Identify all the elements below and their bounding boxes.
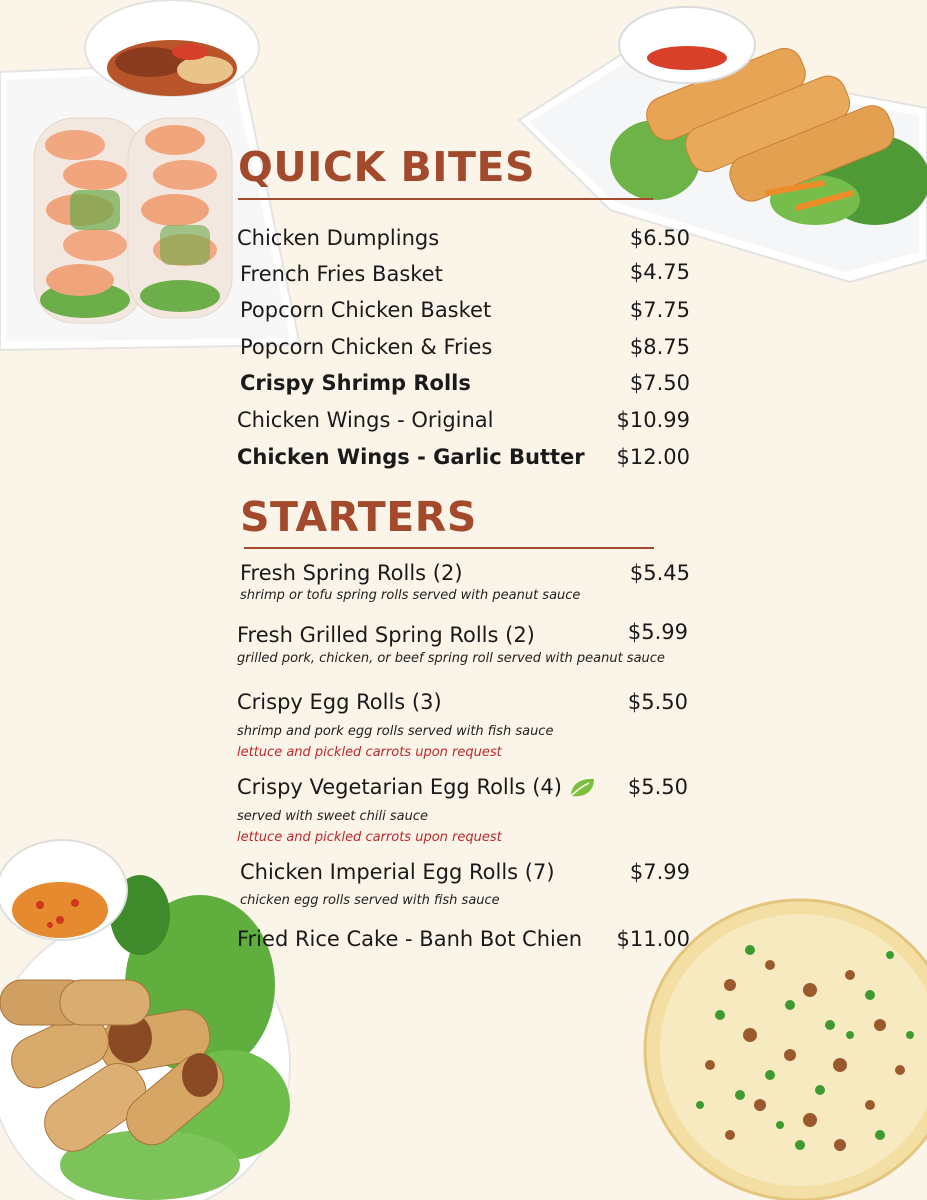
menu-item-description: grilled pork, chicken, or beef spring roll served with peanut sauce bbox=[237, 651, 665, 666]
menu-item-name: Chicken Wings - Garlic Butter bbox=[237, 445, 585, 469]
menu-item-name: Chicken Imperial Egg Rolls (7) bbox=[240, 860, 555, 884]
menu-item-description: chicken egg rolls served with fish sauce bbox=[240, 893, 500, 908]
menu-item-description: shrimp and pork egg rolls served with fish sauce bbox=[237, 724, 554, 739]
menu-item-note: lettuce and pickled carrots upon request bbox=[237, 830, 502, 845]
starters-heading: STARTERS bbox=[240, 493, 477, 541]
menu-item-price: $5.50 bbox=[627, 690, 688, 714]
menu-item-name: Crispy Shrimp Rolls bbox=[240, 371, 471, 395]
menu-item-price: $7.75 bbox=[629, 298, 690, 322]
menu-item-price: $6.50 bbox=[629, 226, 690, 250]
quick-bites-heading: QUICK BITES bbox=[238, 143, 536, 191]
menu-item-price: $7.99 bbox=[629, 860, 690, 884]
menu-item-name: Fresh Spring Rolls (2) bbox=[240, 561, 463, 585]
menu-item-name: Popcorn Chicken & Fries bbox=[240, 335, 493, 359]
menu-item-price: $12.00 bbox=[616, 445, 690, 469]
menu-item-price: $5.99 bbox=[627, 620, 688, 644]
menu-item-price: $8.75 bbox=[629, 335, 690, 359]
egg-rolls-plate-photo bbox=[515, 0, 927, 290]
menu-item-description: served with sweet chili sauce bbox=[237, 809, 429, 824]
menu-item-price: $7.50 bbox=[629, 371, 690, 395]
menu-item-price: $10.99 bbox=[616, 408, 690, 432]
menu-item-description: shrimp or tofu spring rolls served with peanut sauce bbox=[240, 588, 581, 603]
menu-item-price: $5.45 bbox=[629, 561, 690, 585]
starters-divider bbox=[244, 547, 654, 549]
fried-egg-rolls-photo bbox=[0, 835, 315, 1200]
menu-item-name: Fresh Grilled Spring Rolls (2) bbox=[237, 623, 535, 647]
menu-item-price: $11.00 bbox=[616, 927, 690, 951]
menu-item-name: Fried Rice Cake - Banh Bot Chien bbox=[237, 927, 583, 951]
quick-bites-divider bbox=[238, 198, 653, 200]
menu-item-price: $5.50 bbox=[627, 775, 688, 799]
menu-item-price: $4.75 bbox=[629, 260, 690, 284]
menu-item-name: Crispy Vegetarian Egg Rolls (4) bbox=[237, 775, 562, 799]
menu-item-name: French Fries Basket bbox=[240, 262, 443, 286]
menu-item-name: Chicken Dumplings bbox=[237, 226, 440, 250]
menu-item-name: Crispy Egg Rolls (3) bbox=[237, 690, 442, 714]
menu-item-name: Popcorn Chicken Basket bbox=[240, 298, 492, 322]
menu-item-note: lettuce and pickled carrots upon request bbox=[237, 745, 502, 760]
menu-item-name: Chicken Wings - Original bbox=[237, 408, 494, 432]
